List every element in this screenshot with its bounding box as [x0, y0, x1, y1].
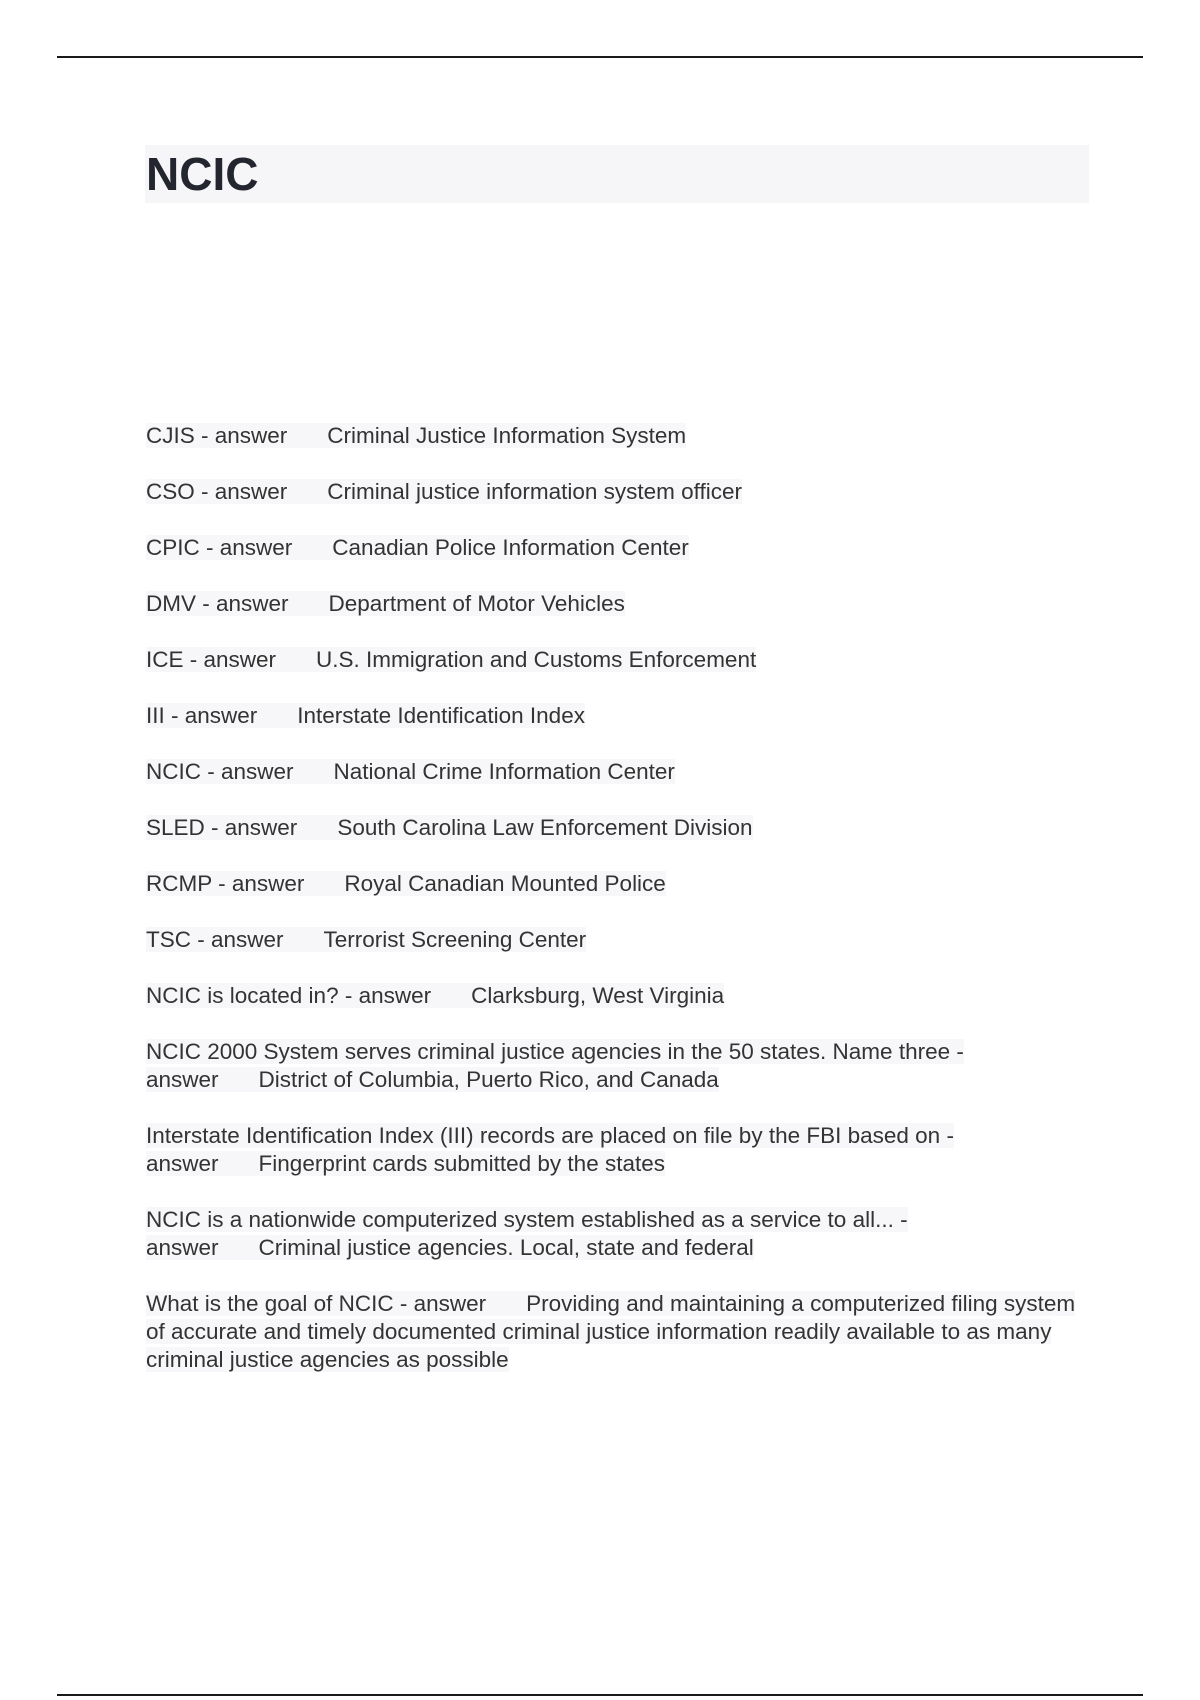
qa-item — [146, 478, 1086, 506]
qa-item — [146, 534, 1086, 562]
qa-question: TSC - answer — [146, 927, 284, 952]
qa-question: CJIS - answer — [146, 423, 288, 448]
qa-question: What is the goal of NCIC - answer — [146, 1291, 487, 1316]
qa-question: NCIC is located in? - answer — [146, 983, 432, 1008]
qa-item — [146, 982, 1086, 1010]
qa-answer: Clarksburg, West Virginia — [471, 983, 725, 1008]
qa-item — [146, 870, 1086, 898]
qa-item — [146, 590, 1086, 618]
qa-answer: Terrorist Screening Center — [323, 927, 587, 952]
qa-answer: Royal Canadian Mounted Police — [344, 871, 666, 896]
qa-item — [146, 1038, 1086, 1094]
qa-question: CSO - answer — [146, 479, 288, 504]
bottom-divider — [57, 1694, 1143, 1696]
qa-question: NCIC is a nationwide computerized system established as a service to all... - answer — [146, 1207, 908, 1260]
qa-item — [146, 1122, 1086, 1178]
qa-question: ICE - answer — [146, 647, 277, 672]
qa-answer: Criminal Justice Information System — [327, 423, 687, 448]
qa-answer: Department of Motor Vehicles — [328, 591, 625, 616]
qa-answer: Fingerprint cards submitted by the states — [258, 1151, 665, 1176]
qa-question: SLED - answer — [146, 815, 298, 840]
top-divider — [57, 56, 1143, 58]
qa-answer: South Carolina Law Enforcement Division — [337, 815, 753, 840]
qa-item — [146, 422, 1086, 450]
qa-question: CPIC - answer — [146, 535, 293, 560]
qa-answer: National Crime Information Center — [333, 759, 675, 784]
qa-answer: Providing and maintaining a computerized filing system of accurate and timely documented criminal justice information readily available to as many criminal justice agencies as possible — [146, 1291, 1076, 1372]
qa-list — [146, 422, 1086, 1402]
qa-item — [146, 702, 1086, 730]
qa-item — [146, 646, 1086, 674]
qa-item — [146, 1290, 1086, 1374]
qa-item — [146, 814, 1086, 842]
page-title: NCIC — [146, 148, 259, 200]
qa-question: NCIC - answer — [146, 759, 294, 784]
qa-answer: Canadian Police Information Center — [332, 535, 689, 560]
qa-item — [146, 1206, 1086, 1262]
qa-answer: Interstate Identification Index — [297, 703, 585, 728]
qa-question: DMV - answer — [146, 591, 289, 616]
qa-answer: Criminal justice information system officer — [327, 479, 743, 504]
qa-question: Interstate Identification Index (III) records are placed on file by the FBI based on - answer — [146, 1123, 954, 1176]
qa-answer: Criminal justice agencies. Local, state and federal — [258, 1235, 754, 1260]
qa-answer: District of Columbia, Puerto Rico, and Canada — [258, 1067, 719, 1092]
qa-question: RCMP - answer — [146, 871, 305, 896]
qa-question: NCIC 2000 System serves criminal justice agencies in the 50 states. Name three - answer — [146, 1039, 964, 1092]
qa-answer: U.S. Immigration and Customs Enforcement — [316, 647, 757, 672]
qa-item — [146, 926, 1086, 954]
qa-question: III - answer — [146, 703, 258, 728]
qa-item — [146, 758, 1086, 786]
title-highlight — [145, 145, 1089, 203]
